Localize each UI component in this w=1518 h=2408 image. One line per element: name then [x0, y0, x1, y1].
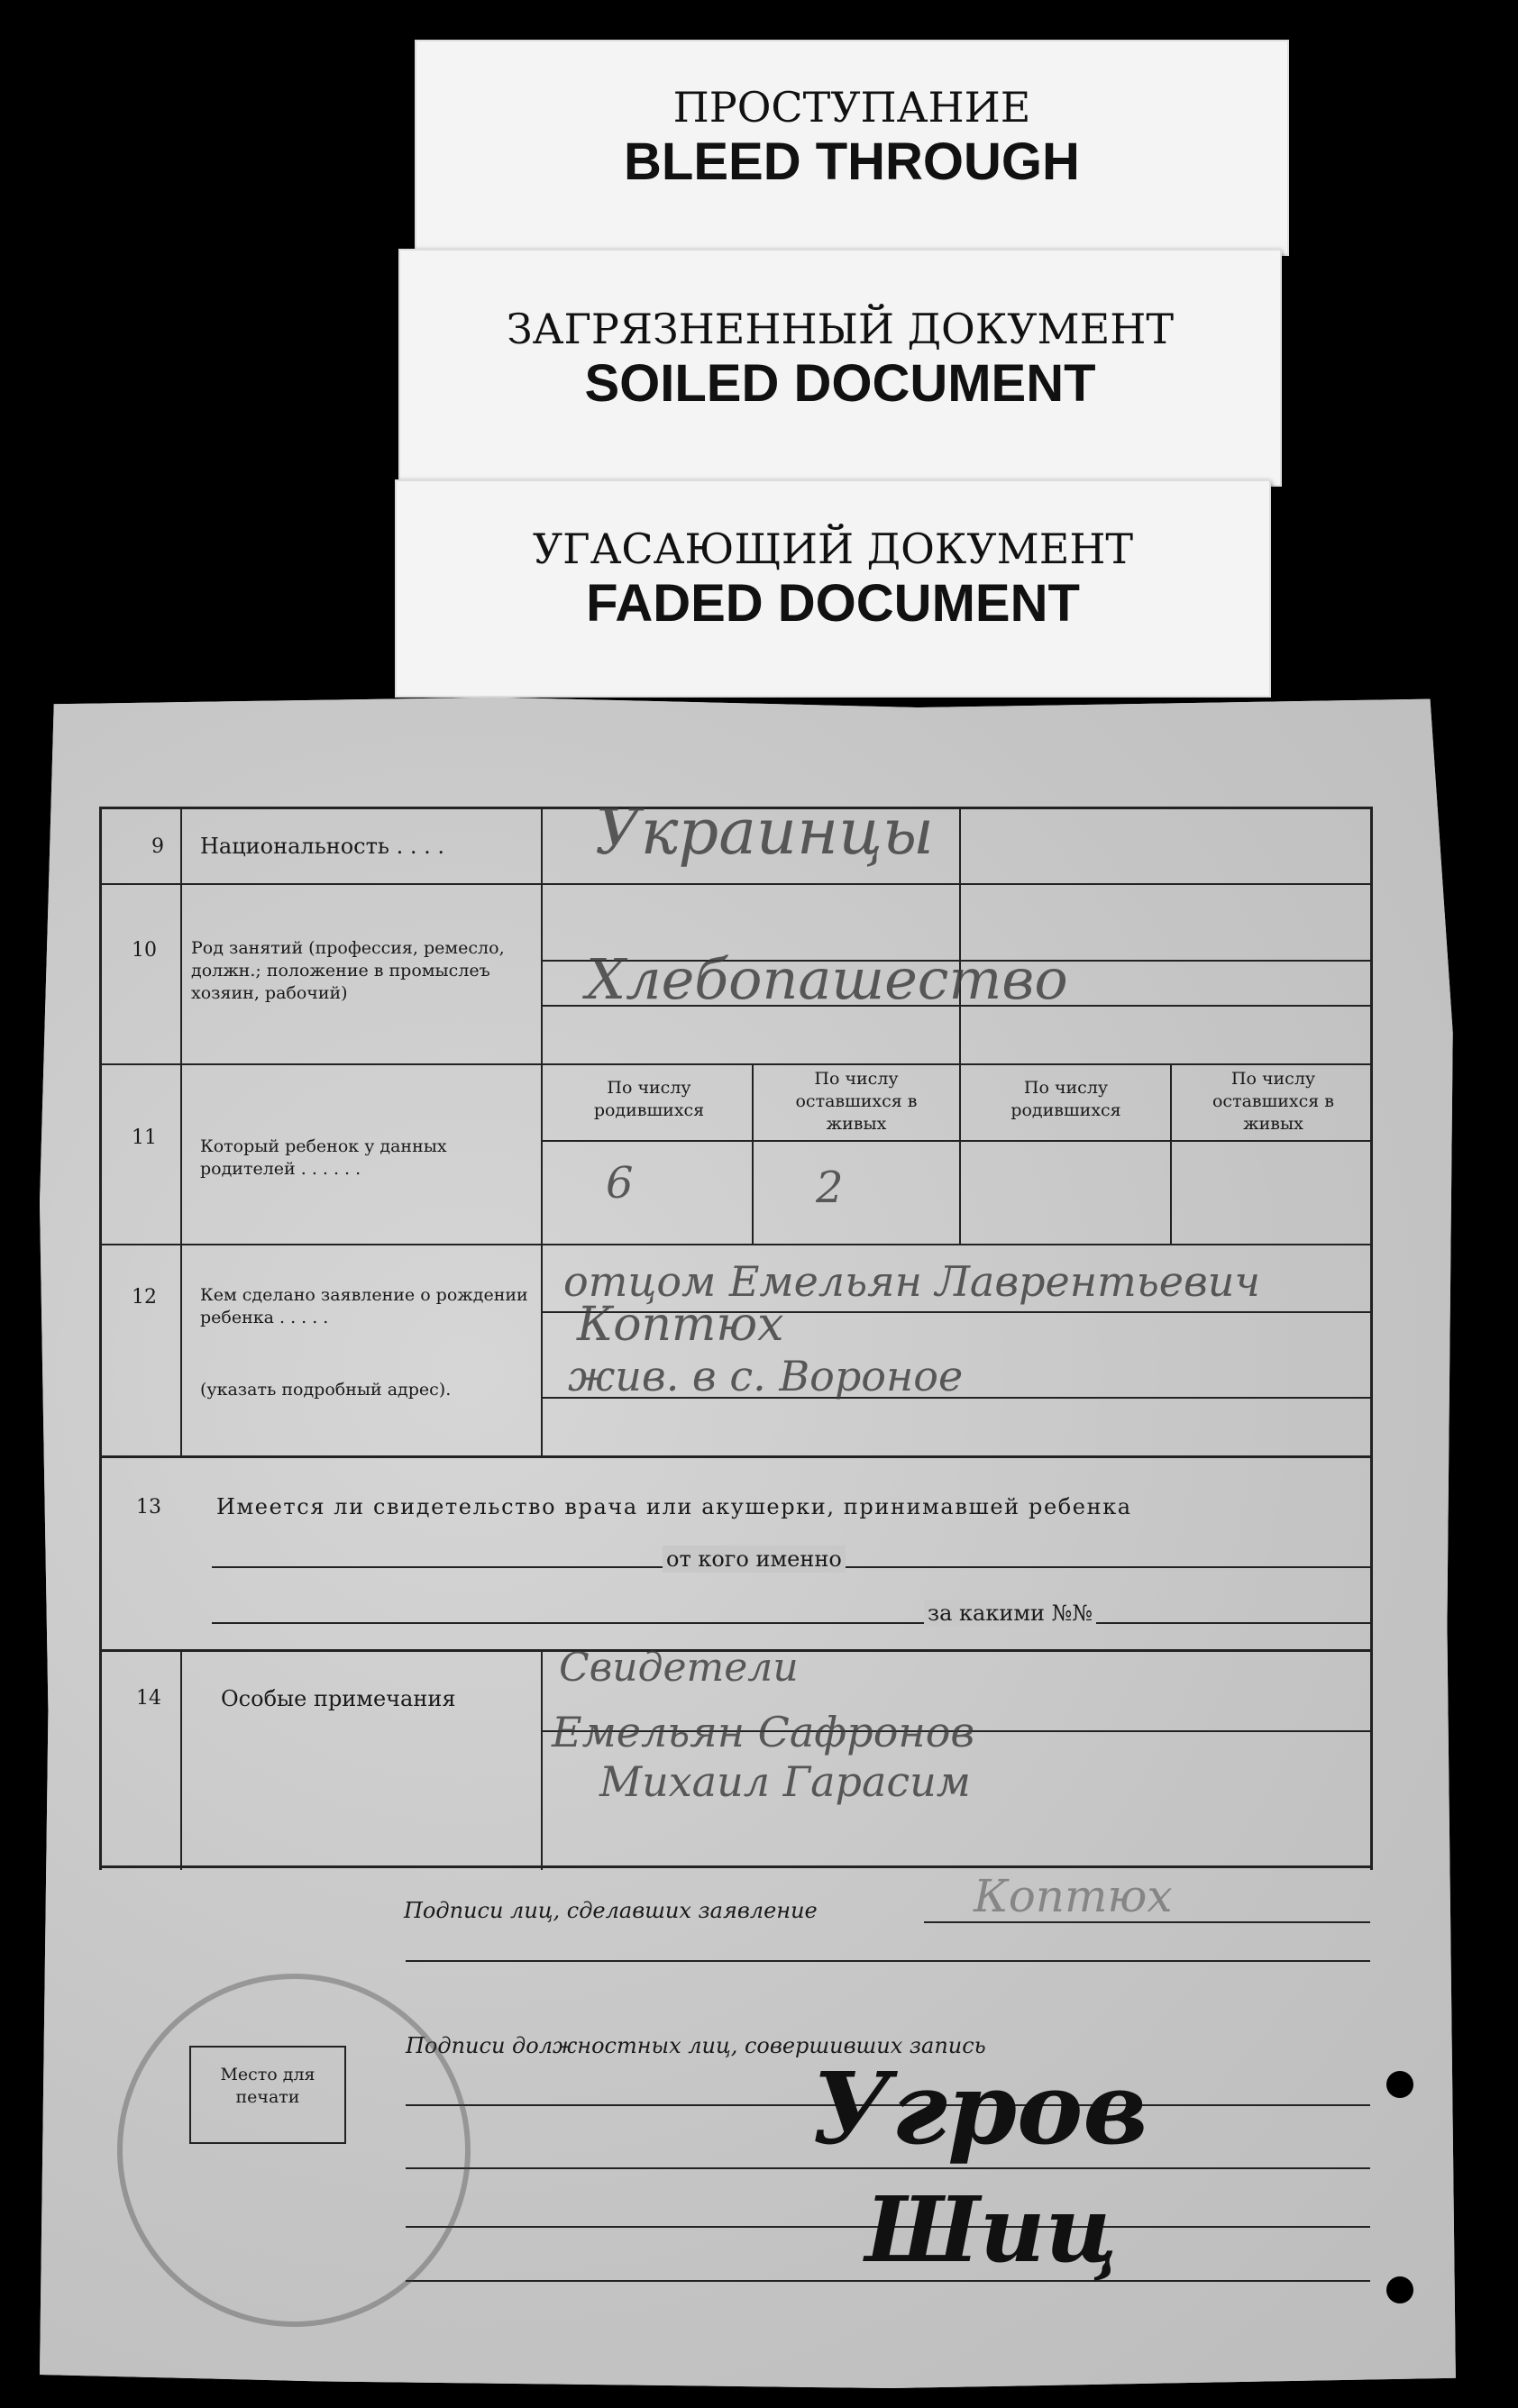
- child-order-label: Который ребенок у данных родителей . . . . . .: [200, 1136, 447, 1179]
- born-count-header: По числу родившихся: [593, 1078, 705, 1120]
- born-count-header-2: По числу родившихся: [1010, 1078, 1121, 1120]
- grid-line: [212, 1622, 1370, 1624]
- grid-line: [99, 883, 1373, 885]
- signature-line: [406, 2167, 1370, 2169]
- soiled-document-en: SOILED DOCUMENT: [584, 354, 1096, 413]
- faded-stamp: [117, 1974, 471, 2327]
- grid-line: [99, 807, 102, 1870]
- grid-line: [180, 1649, 182, 1870]
- special-notes-label: Особые примечания: [221, 1686, 456, 1711]
- born-count-value: 6: [606, 1158, 634, 1209]
- row-number: 12: [132, 1286, 157, 1309]
- row-number: 9: [151, 835, 164, 858]
- living-count-header-2: По числу оставшихся в живых: [1212, 1069, 1335, 1134]
- stamp-place-label: Место для печати: [220, 2065, 315, 2107]
- doctor-certificate-question: Имеется ли свидетельство врача или акушерки, принимавшей ребенка: [216, 1494, 1132, 1519]
- grid-line: [541, 1649, 543, 1870]
- bleed-through-ru: ПРОСТУПАНИЕ: [672, 83, 1031, 132]
- witness-1: Емельян Сафронов: [552, 1708, 975, 1756]
- soiled-document-card: [398, 249, 1282, 487]
- row-number: 11: [132, 1126, 157, 1149]
- grid-line: [1170, 1063, 1172, 1244]
- grid-line: [1370, 807, 1373, 1870]
- declarant-surname: Коптюх: [577, 1298, 784, 1352]
- declarant-address: жив. в с. Вороное: [568, 1352, 964, 1400]
- grid-line: [752, 1063, 754, 1244]
- declarant-name: отцом Емельян Лаврентьевич: [563, 1257, 1260, 1306]
- grid-line: [541, 807, 543, 1455]
- living-count-header: По числу оставшихся в живых: [795, 1069, 918, 1134]
- signature-line: [406, 1960, 1370, 1962]
- grid-line: [541, 1140, 1370, 1142]
- soiled-document-ru: ЗАГРЯЗНЕННЫЙ ДОКУМЕНТ: [506, 305, 1175, 353]
- grid-line: [959, 807, 961, 1244]
- faded-document-ru: УГАСАЮЩИЙ ДОКУМЕНТ: [532, 524, 1134, 573]
- grid-line: [99, 1063, 1373, 1065]
- applicant-signatures-label: Подписи лиц, сделавших заявление: [404, 1898, 818, 1923]
- living-count-value: 2: [816, 1163, 844, 1213]
- stamp-place-box: [189, 2046, 346, 2144]
- grid-line: [99, 1455, 1373, 1458]
- row-number: 13: [136, 1496, 161, 1519]
- official-signatures-label: Подписи должностных лиц, совершивших запись: [406, 2033, 986, 2058]
- occupation-label: Род занятий (профессия, ремесло, должн.; положение в промыслеъ хозяин, рабочий): [191, 938, 505, 1003]
- witnesses-label: Свидетели: [559, 1645, 799, 1691]
- row-number: 10: [132, 939, 157, 962]
- from-whom-label: от кого именно: [663, 1546, 846, 1573]
- address-label: (указать подробный адрес).: [200, 1380, 452, 1400]
- punch-hole: [1386, 2071, 1413, 2098]
- applicant-signature: Коптюх: [974, 1870, 1173, 1922]
- official-signature-2: Шиц: [865, 2176, 1118, 2283]
- bleed-through-card: [415, 40, 1289, 256]
- row-number: 14: [136, 1687, 161, 1710]
- faded-document-en: FADED DOCUMENT: [586, 574, 1080, 633]
- certificate-numbers-label: за какими №№: [924, 1600, 1096, 1627]
- declarant-label: Кем сделано заявление о рождении ребенка . . . . .: [200, 1285, 528, 1327]
- punch-hole: [1386, 2276, 1413, 2303]
- nationality-value: Украинцы: [595, 795, 934, 869]
- grid-line: [99, 1865, 1373, 1868]
- bleed-through-en: BLEED THROUGH: [624, 132, 1080, 191]
- official-signature-1: Угров: [811, 2050, 1148, 2166]
- grid-line: [180, 807, 182, 1455]
- witness-2: Михаил Гарасим: [599, 1757, 971, 1806]
- faded-document-card: [395, 479, 1271, 698]
- grid-line: [99, 1244, 1373, 1245]
- occupation-value: Хлебопашество: [586, 946, 1068, 1012]
- nationality-label: Национальность . . . .: [200, 834, 444, 859]
